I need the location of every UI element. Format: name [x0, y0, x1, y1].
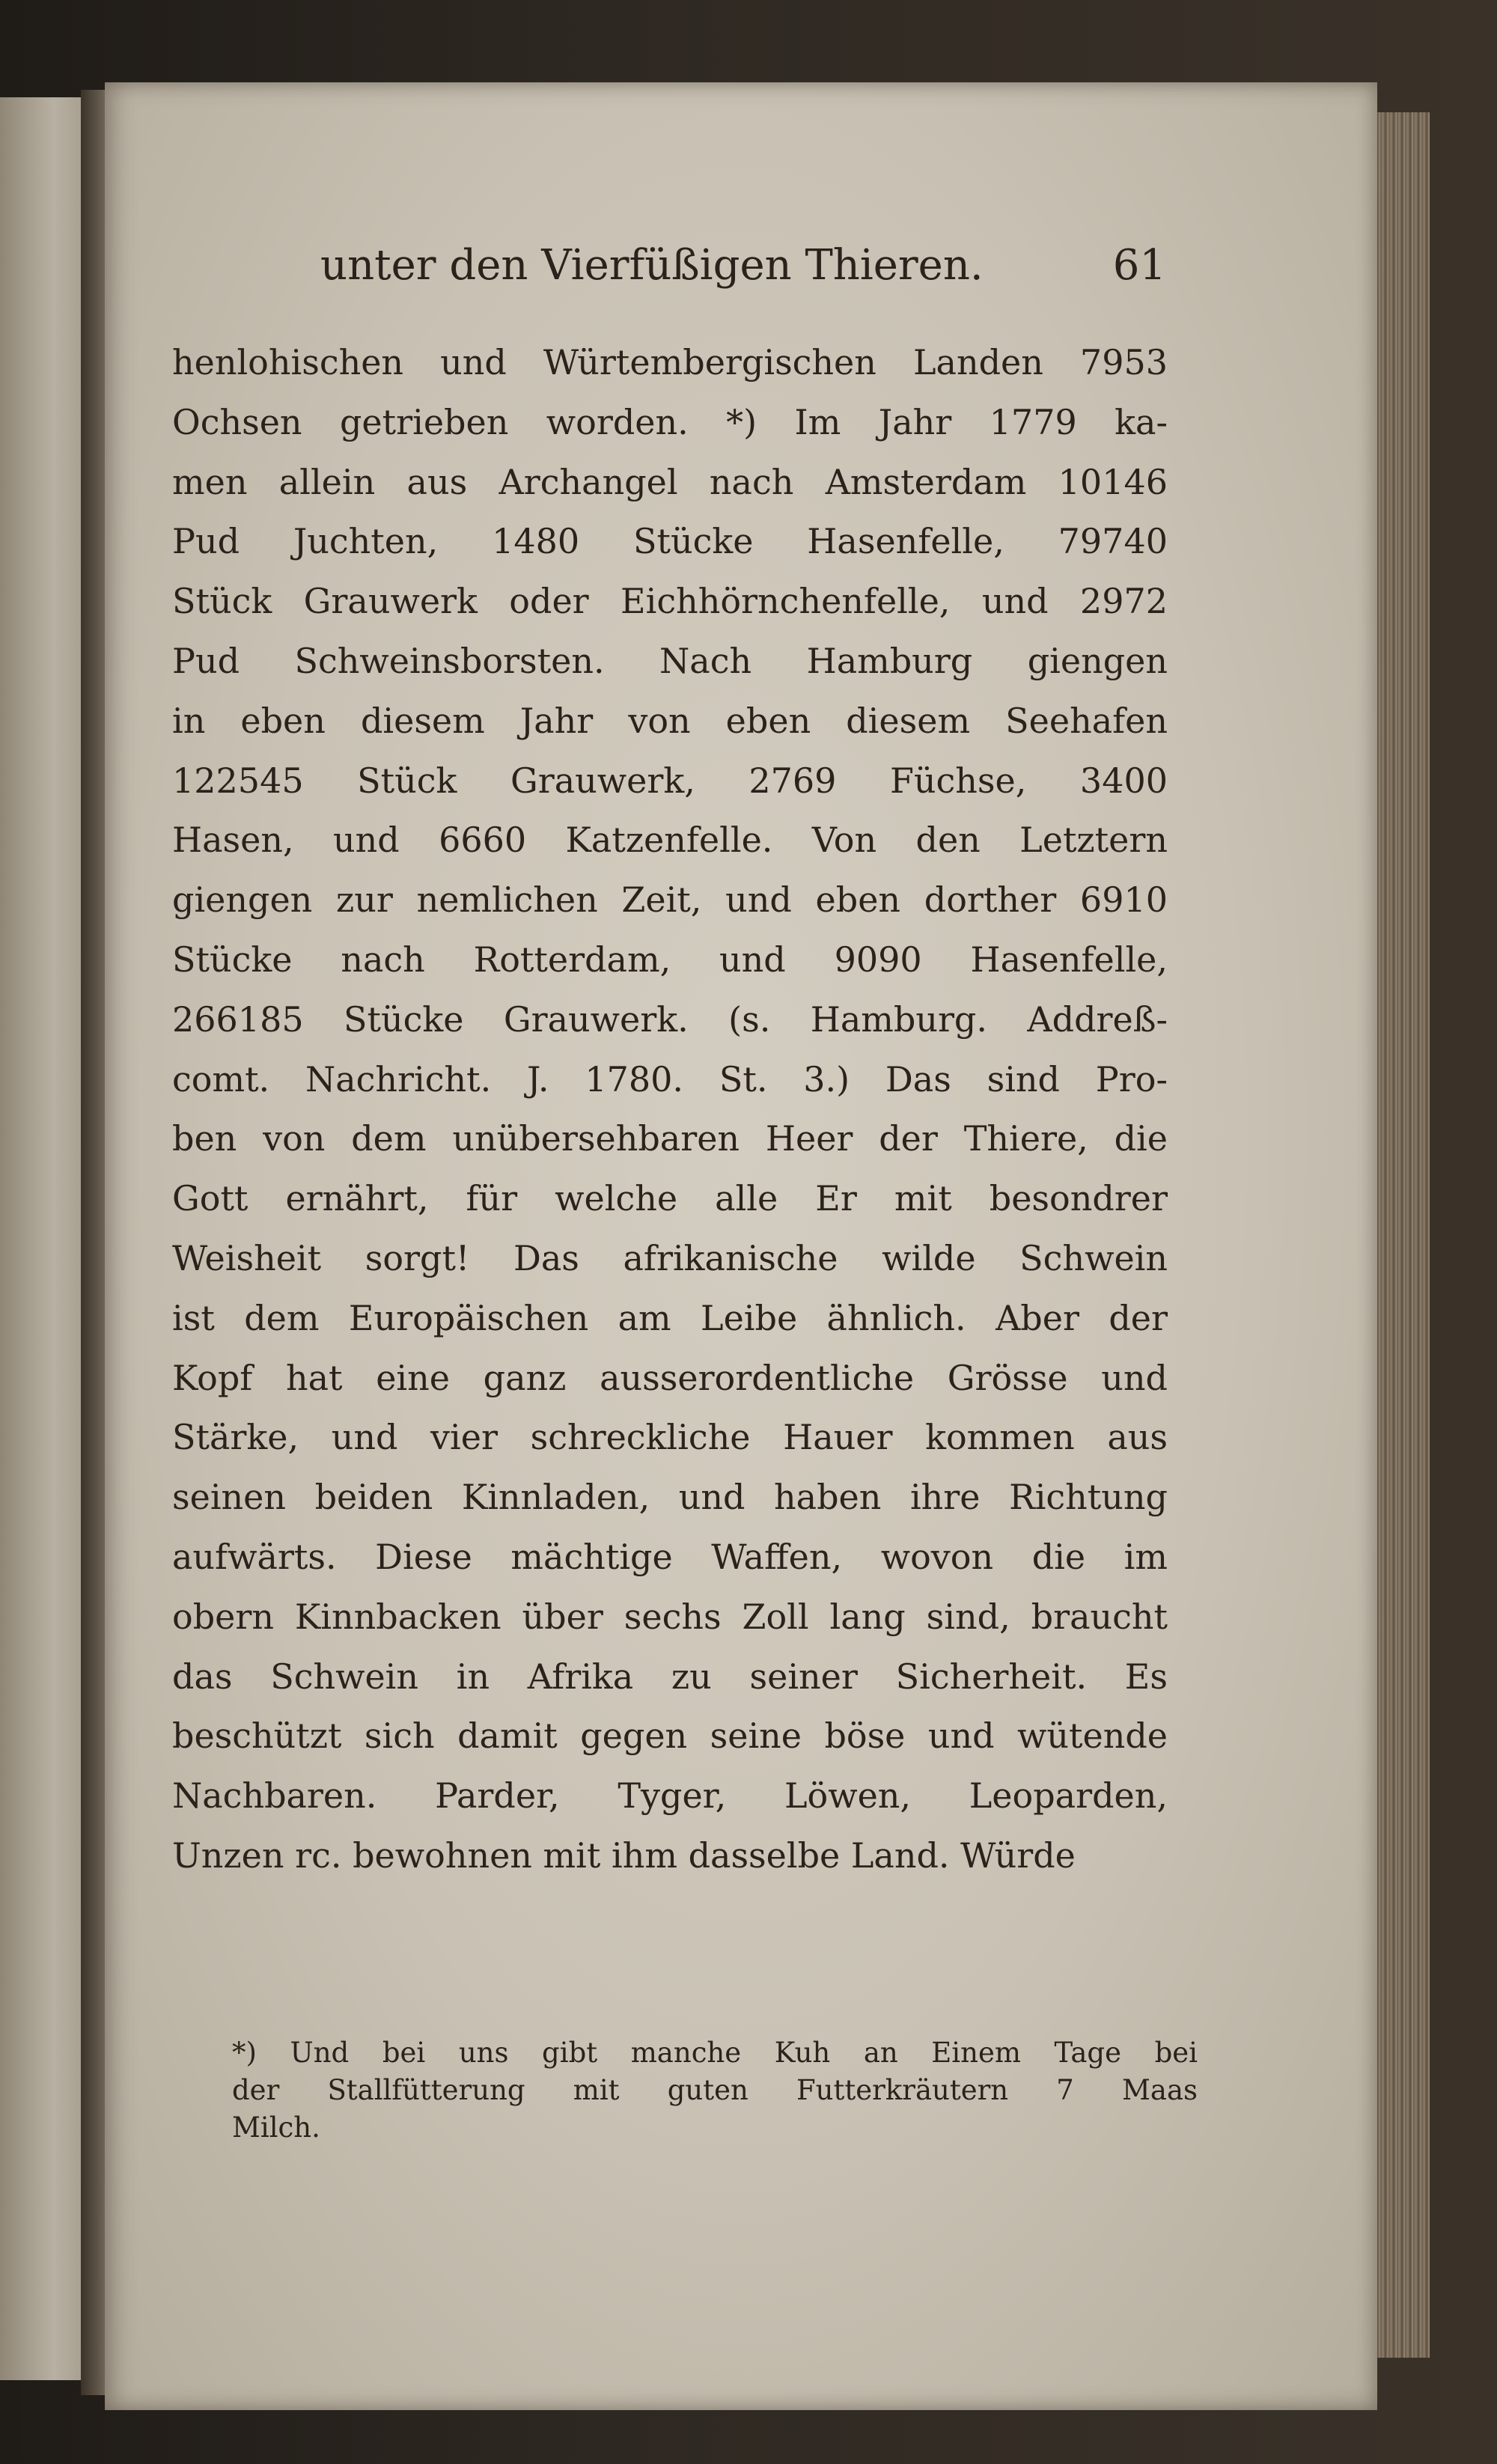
running-head: unter den Vierfüßigen Thieren.	[320, 241, 984, 290]
left-page-edge	[0, 97, 90, 2380]
text-line: Hasen, und 6660 Katzenfelle. Von den Letztern	[172, 820, 1168, 861]
text-line: obern Kinnbacken über sechs Zoll lang sind, braucht	[172, 1596, 1168, 1637]
text-line: Kopf hat eine ganz ausserordentliche Grösse und	[172, 1357, 1168, 1398]
text-line: comt. Nachricht. J. 1780. St. 3.) Das sind Pro-	[172, 1058, 1168, 1100]
text-line: henlohischen und Würtembergischen Landen 7953	[172, 342, 1168, 382]
text-line: das Schwein in Afrika zu seiner Sicherheit. Es	[172, 1656, 1168, 1697]
text-line: Nachbaren. Parder, Tyger, Löwen, Leoparden,	[172, 1775, 1168, 1817]
text-line: beschützt sich damit gegen seine böse und wütende	[172, 1716, 1168, 1757]
text-line: in eben diesem Jahr von eben diesem Seehafen	[172, 700, 1168, 741]
text-line: ist dem Europäischen am Leibe ähnlich. Aber der	[172, 1297, 1168, 1338]
text-line: Stücke nach Rotterdam, und 9090 Hasenfelle,	[172, 939, 1168, 980]
footnote-line: der Stallfütterung mit guten Futterkräutern 7 Maas	[232, 2074, 1198, 2106]
text-line: Gott ernährt, für welche alle Er mit besondrer	[172, 1178, 1168, 1219]
page-number: 61	[1112, 241, 1166, 290]
text-line: seinen beiden Kinnladen, und haben ihre Richtung	[172, 1477, 1168, 1518]
text-line: Unzen rc. bewohnen mit ihm dasselbe Land. Würde	[172, 1835, 1076, 1876]
text-line: Weisheit sorgt! Das afrikanische wilde Schwein	[172, 1237, 1168, 1278]
text-line: Stärke, und vier schreckliche Hauer kommen aus	[172, 1417, 1168, 1458]
body-text	[172, 333, 1168, 1886]
text-line: men allein aus Archangel nach Amsterdam 10146	[172, 461, 1168, 502]
page-header	[216, 241, 1166, 301]
text-line: Pud Schweinsborsten. Nach Hamburg giengen	[172, 640, 1168, 681]
text-line: aufwärts. Diese mächtige Waffen, wovon die im	[172, 1536, 1168, 1577]
text-line: Pud Juchten, 1480 Stücke Hasenfelle, 79740	[172, 521, 1168, 562]
footnote-line: Milch.	[232, 2111, 320, 2144]
text-line: Stück Grauwerk oder Eichhörnchenfelle, und 2972	[172, 581, 1168, 622]
text-line: giengen zur nemlichen Zeit, und eben dorther 6910	[172, 879, 1168, 921]
footnote-line: *) Und bei uns gibt manche Kuh an Einem Tage bei	[232, 2037, 1198, 2069]
text-line: ben von dem unübersehbaren Heer der Thiere, die	[172, 1118, 1168, 1159]
footnote	[232, 2034, 1198, 2147]
text-line: 122545 Stück Grauwerk, 2769 Füchse, 3400	[172, 760, 1168, 801]
text-line: Ochsen getrieben worden. *) Im Jahr 1779 ka-	[172, 401, 1168, 442]
text-line: 266185 Stücke Grauwerk. (s. Hamburg. Addreß-	[172, 998, 1168, 1040]
